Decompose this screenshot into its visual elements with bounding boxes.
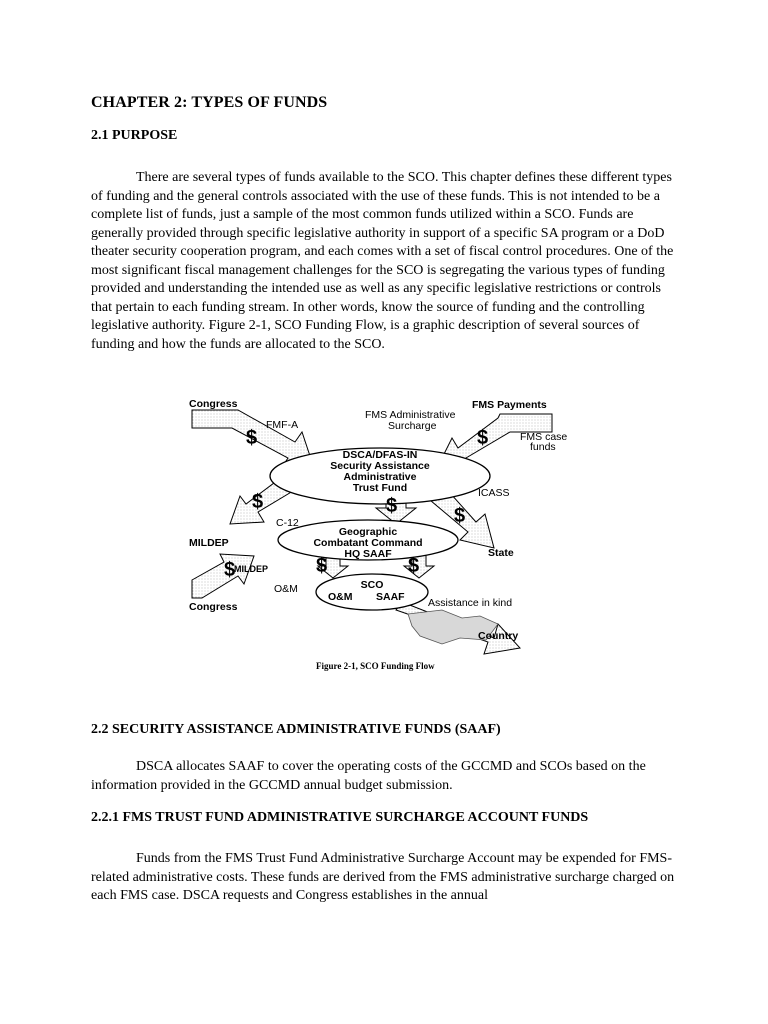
label-fms-payments: FMS Payments — [472, 399, 547, 411]
section-heading-trust-fund: 2.2.1 FMS TRUST FUND ADMINISTRATIVE SURCHARGE ACCOUNT FUNDS — [91, 810, 589, 825]
label-fms-case-1: FMS case — [520, 431, 568, 443]
label-congress-top: Congress — [189, 398, 238, 410]
trust-fund-paragraph — [91, 850, 675, 906]
dollar-icon-gcc: $ — [386, 495, 398, 517]
purpose-text: There are several types of funds available to the SCO. This chapter defines these different types of funding and the general controls associated with the use of these funds. This is not intended to be a complete list of funds, just a sample of the most common funds utilized within a SCO. Funds are generally provided through specific legislative authority in support of a specific SA program or a DoD theater security cooperation program, and each comes with a set of fiscal control procedures. One of the most significant fiscal management challenges for the SCO is segregating the various types of funding provided and understanding the intended use as well as any specific legislative restrictions or controls that pertain to each funding stream. In other words, know the source of funding and the controlling legislative authority. Figure 2-1, SCO Funding Flow, is a graphic description of several sources of funding and how the funds are allocated to the SCO. — [91, 170, 674, 352]
label-gcc-3: HQ SAAF — [344, 548, 392, 560]
label-dsca-2: Security Assistance — [330, 460, 430, 472]
label-sco-om: O&M — [328, 591, 353, 603]
label-congress-bottom: Congress — [189, 601, 238, 613]
dollar-icon-congress-bottom: $ — [224, 559, 236, 581]
saaf-paragraph — [91, 758, 675, 795]
label-icass: ICASS — [478, 487, 510, 499]
label-dsca-3: Administrative — [343, 471, 417, 483]
label-fmf-a: FMF-A — [266, 419, 299, 431]
label-dsca-4: Trust Fund — [352, 482, 408, 494]
dollar-icon-mildep: $ — [252, 491, 264, 513]
label-mildep-left: MILDEP — [189, 537, 229, 549]
label-dsca-1: DSCA/DFAS-IN — [342, 449, 418, 461]
label-mildep-small: MILDEP — [234, 564, 269, 574]
label-state: State — [488, 547, 514, 559]
figure-caption: Figure 2-1, SCO Funding Flow — [316, 661, 435, 671]
dollar-icon-sco-right: $ — [408, 555, 420, 577]
dollar-icon-fms: $ — [477, 427, 489, 449]
funding-flow-diagram — [180, 392, 568, 660]
dollar-icon-state: $ — [454, 505, 466, 527]
label-gcc-2: Combatant Command — [313, 537, 423, 549]
funding-flow-figure — [180, 392, 568, 660]
label-c12: C-12 — [276, 517, 299, 529]
trust-fund-text: Funds from the FMS Trust Fund Administrative Surcharge Account may be expended for FMS-related administrative costs. These funds are derived from the FMS administrative surcharge charged on each FMS case. DSCA requests and Congress establishes in the annual — [91, 851, 675, 903]
section-heading-purpose: 2.1 PURPOSE — [91, 128, 178, 143]
label-fms-admin-1: FMS Administrative — [365, 409, 456, 421]
label-assistance: Assistance in kind — [428, 597, 513, 609]
label-sco-saaf: SAAF — [376, 591, 405, 603]
label-fms-case-2: funds — [530, 441, 556, 453]
label-sco: SCO — [360, 579, 384, 591]
label-fms-admin-2: Surcharge — [388, 420, 437, 432]
section-heading-saaf: 2.2 SECURITY ASSISTANCE ADMINISTRATIVE FUNDS (SAAF) — [91, 722, 501, 737]
label-om: O&M — [274, 583, 298, 595]
label-country: Country — [478, 630, 519, 642]
dollar-icon-congress: $ — [246, 427, 258, 449]
purpose-paragraph — [91, 169, 675, 354]
saaf-text: DSCA allocates SAAF to cover the operating costs of the GCCMD and SCOs based on the information provided in the GCCMD annual budget submission. — [91, 759, 646, 793]
label-gcc-1: Geographic — [338, 526, 398, 538]
chapter-title: CHAPTER 2: TYPES OF FUNDS — [91, 94, 328, 111]
dollar-icon-sco-left: $ — [316, 555, 328, 577]
arrow-congress-to-sco — [192, 554, 254, 598]
